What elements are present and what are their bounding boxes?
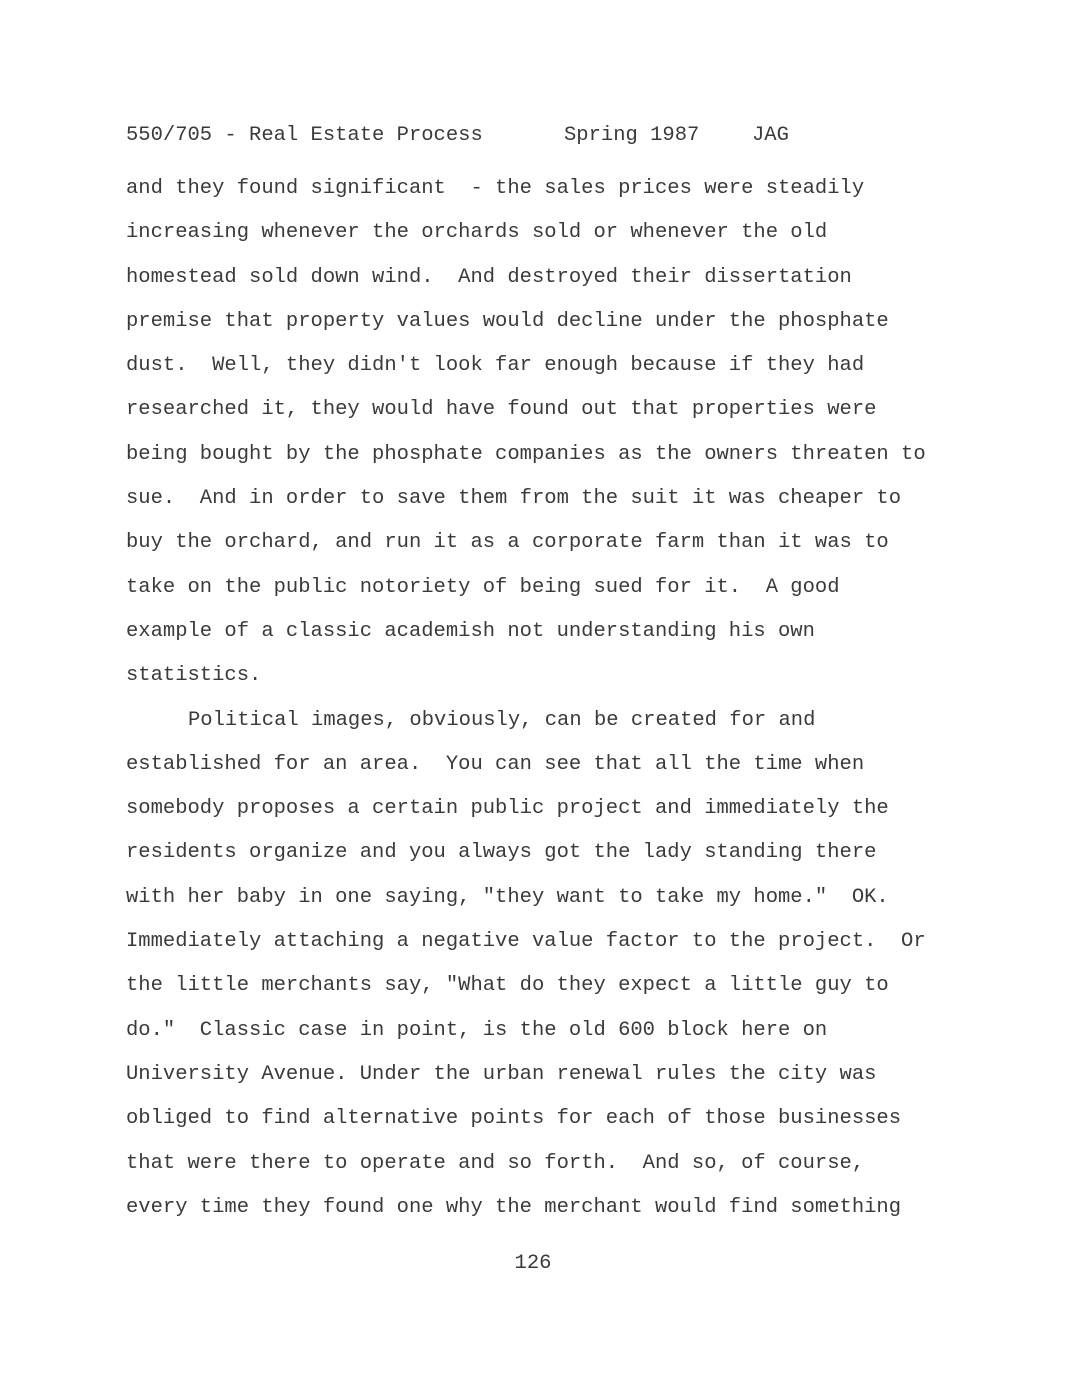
page-header	[126, 122, 789, 150]
text-line: take on the public notoriety of being sued for it. A good	[126, 575, 840, 599]
text-line: with her baby in one saying, "they want to take my home." OK.	[126, 885, 889, 909]
paragraph-first-line: Political images, obviously, can be created for and	[188, 708, 816, 732]
text-line: University Avenue. Under the urban renewal rules the city was	[126, 1062, 877, 1086]
text-line: the little merchants say, "What do they expect a little guy to	[126, 974, 889, 998]
page-number: 126	[514, 1252, 552, 1275]
text-line: do." Classic case in point, is the old 600 block here on	[126, 1018, 828, 1042]
text-line: obliged to find alternative points for each of those businesses	[126, 1107, 902, 1131]
course-title: 550/705 - Real Estate Process	[126, 124, 483, 147]
text-line: buy the orchard, and run it as a corporate farm than it was to	[126, 531, 889, 555]
text-line: Immediately attaching a negative value factor to the project. Or	[126, 930, 926, 954]
text-line: homestead sold down wind. And destroyed their dissertation	[126, 265, 852, 289]
text-line: that were there to operate and so forth. And so, of course,	[126, 1151, 865, 1175]
text-line: increasing whenever the orchards sold or whenever the old	[126, 221, 828, 245]
text-line: sue. And in order to save them from the suit it was cheaper to	[126, 487, 902, 511]
text-line: example of a classic academish not understanding his own	[126, 619, 815, 643]
text-line: premise that property values would decline under the phosphate	[126, 309, 889, 333]
text-line: researched it, they would have found out that properties were	[126, 398, 877, 422]
text-line: statistics.	[126, 664, 262, 688]
term-label: Spring 1987	[564, 124, 700, 147]
text-line: every time they found one why the merchant would find something	[126, 1195, 902, 1219]
text-line: and they found significant - the sales prices were steadily	[126, 177, 865, 200]
text-line: being bought by the phosphate companies as the owners threaten to	[126, 442, 926, 466]
text-line: dust. Well, they didn't look far enough because if they had	[126, 354, 865, 378]
text-line: established for an area. You can see that all the time when	[126, 752, 865, 776]
text-line: residents organize and you always got the lady standing there	[126, 841, 877, 865]
author-initials: JAG	[752, 124, 789, 147]
text-line: somebody proposes a certain public project and immediately the	[126, 797, 889, 821]
transcript-body	[126, 167, 966, 1230]
